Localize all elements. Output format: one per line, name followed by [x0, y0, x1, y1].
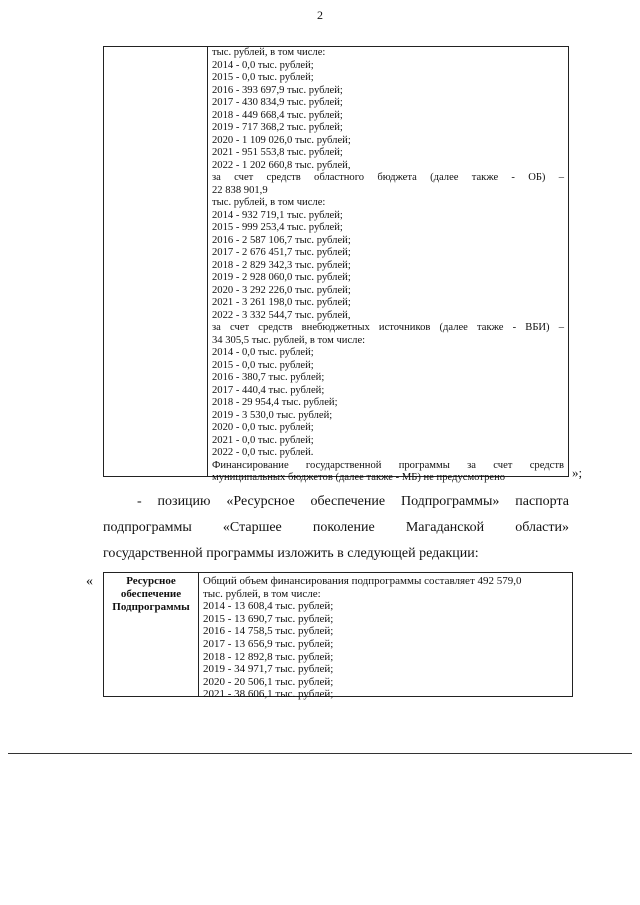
table-line: 2017 - 440,4 тыс. рублей;	[212, 384, 325, 396]
table-line: 2015 - 13 690,7 тыс. рублей;	[203, 612, 334, 625]
table-line: 2021 - 951 553,8 тыс. рублей;	[212, 147, 343, 158]
table-line: 2014 - 0,0 тыс. рублей;	[212, 59, 314, 71]
table-line: 2020 - 0,0 тыс. рублей;	[212, 422, 314, 433]
table-label-cell-empty	[104, 47, 208, 476]
table-line: за счет средств областного бюджета (далее также - ОБ) –	[212, 172, 564, 183]
table-line: 2015 - 999 253,4 тыс. рублей;	[212, 222, 343, 233]
table-line: 2020 - 20 506,1 тыс. рублей;	[203, 675, 334, 688]
table-line: 2022 - 3 332 544,7 тыс. рублей,	[212, 309, 351, 321]
table-line: 2014 - 13 608,4 тыс. рублей;	[203, 600, 334, 613]
subprogram-resource-table	[103, 572, 573, 701]
table-line: Общий объем финансирования подпрограммы составляет 492 579,0	[203, 575, 522, 587]
table-line: 2022 - 1 202 660,8 тыс. рублей,	[212, 159, 351, 171]
table-line: 2019 - 717 368,2 тыс. рублей;	[212, 122, 343, 133]
header-line: Подпрограммы	[112, 601, 190, 613]
closing-quote-mark: »;	[572, 465, 583, 480]
table-line: 2016 - 2 587 106,7 тыс. рублей;	[212, 234, 351, 246]
table-line: 2017 - 2 676 451,7 тыс. рублей;	[212, 247, 351, 258]
table-line: 2014 - 0,0 тыс. рублей;	[212, 347, 314, 358]
table-line: муниципальных бюджетов (далее также - МБ) не предусмотрено	[212, 472, 506, 483]
table-line: 2018 - 12 892,8 тыс. рублей;	[203, 650, 334, 663]
table-line: 2015 - 0,0 тыс. рублей;	[212, 72, 314, 83]
paragraph-line: - позицию «Ресурсное обеспечение Подпрограммы» паспорта	[137, 494, 569, 509]
table-line: 2016 - 14 758,5 тыс. рублей;	[203, 625, 334, 638]
paragraph-line: государственной программы изложить в следующей редакции:	[103, 546, 479, 561]
table-header-cell	[104, 573, 199, 696]
table-line: 2018 - 29 954,4 тыс. рублей;	[212, 397, 338, 408]
table-line: 2020 - 3 292 226,0 тыс. рублей;	[212, 284, 351, 296]
paragraph-line: подпрограммы «Старшее поколение Магаданской области»	[103, 520, 569, 535]
table-line: 2019 - 3 530,0 тыс. рублей;	[212, 409, 333, 421]
header-line: обеспечение	[120, 588, 182, 600]
table-line: 2018 - 449 668,4 тыс. рублей;	[212, 109, 343, 121]
table-line: 34 305,5 тыс. рублей, в том числе:	[212, 334, 366, 346]
table-line: 2015 - 0,0 тыс. рублей;	[212, 359, 314, 371]
table-line: 2019 - 2 928 060,0 тыс. рублей;	[212, 272, 351, 283]
table-line: 2019 - 34 971,7 тыс. рублей;	[203, 663, 334, 676]
table-line: 2018 - 2 829 342,3 тыс. рублей;	[212, 259, 351, 271]
table-line: 2017 - 13 656,9 тыс. рублей;	[203, 637, 334, 650]
header-line: Ресурсное	[126, 575, 176, 587]
table-line: 2014 - 932 719,1 тыс. рублей;	[212, 209, 343, 221]
table-line: 2016 - 380,7 тыс. рублей;	[212, 372, 325, 383]
table-line: 2020 - 1 109 026,0 тыс. рублей;	[212, 134, 351, 146]
opening-quote-mark: «	[86, 574, 93, 589]
page-number: 2	[317, 8, 323, 22]
table-line: 2016 - 393 697,9 тыс. рублей;	[212, 84, 343, 96]
table-line: за счет средств внебюджетных источников (далее также - ВБИ) –	[212, 322, 564, 333]
funding-table-continuation	[103, 46, 569, 483]
table-line: тыс. рублей, в том числе:	[203, 587, 321, 600]
table-line: 2021 - 38 606,1 тыс. рублей;	[203, 688, 334, 701]
page-bottom-divider	[8, 753, 632, 754]
table-line: тыс. рублей, в том числе:	[212, 47, 326, 58]
table-line: 2021 - 0,0 тыс. рублей;	[212, 434, 314, 446]
table-line: Финансирование государственной программы за счет средств	[212, 459, 564, 471]
table-line: 2022 - 0,0 тыс. рублей.	[212, 447, 314, 458]
table-line: 2017 - 430 834,9 тыс. рублей;	[212, 97, 343, 108]
table-value-cell	[212, 47, 564, 485]
amendment-paragraph	[103, 489, 569, 567]
table-line: 22 838 901,9	[212, 184, 268, 196]
table-line: тыс. рублей, в том числе:	[212, 197, 326, 208]
table-value-cell	[203, 575, 568, 701]
table-line: 2021 - 3 261 198,0 тыс. рублей;	[212, 297, 351, 308]
